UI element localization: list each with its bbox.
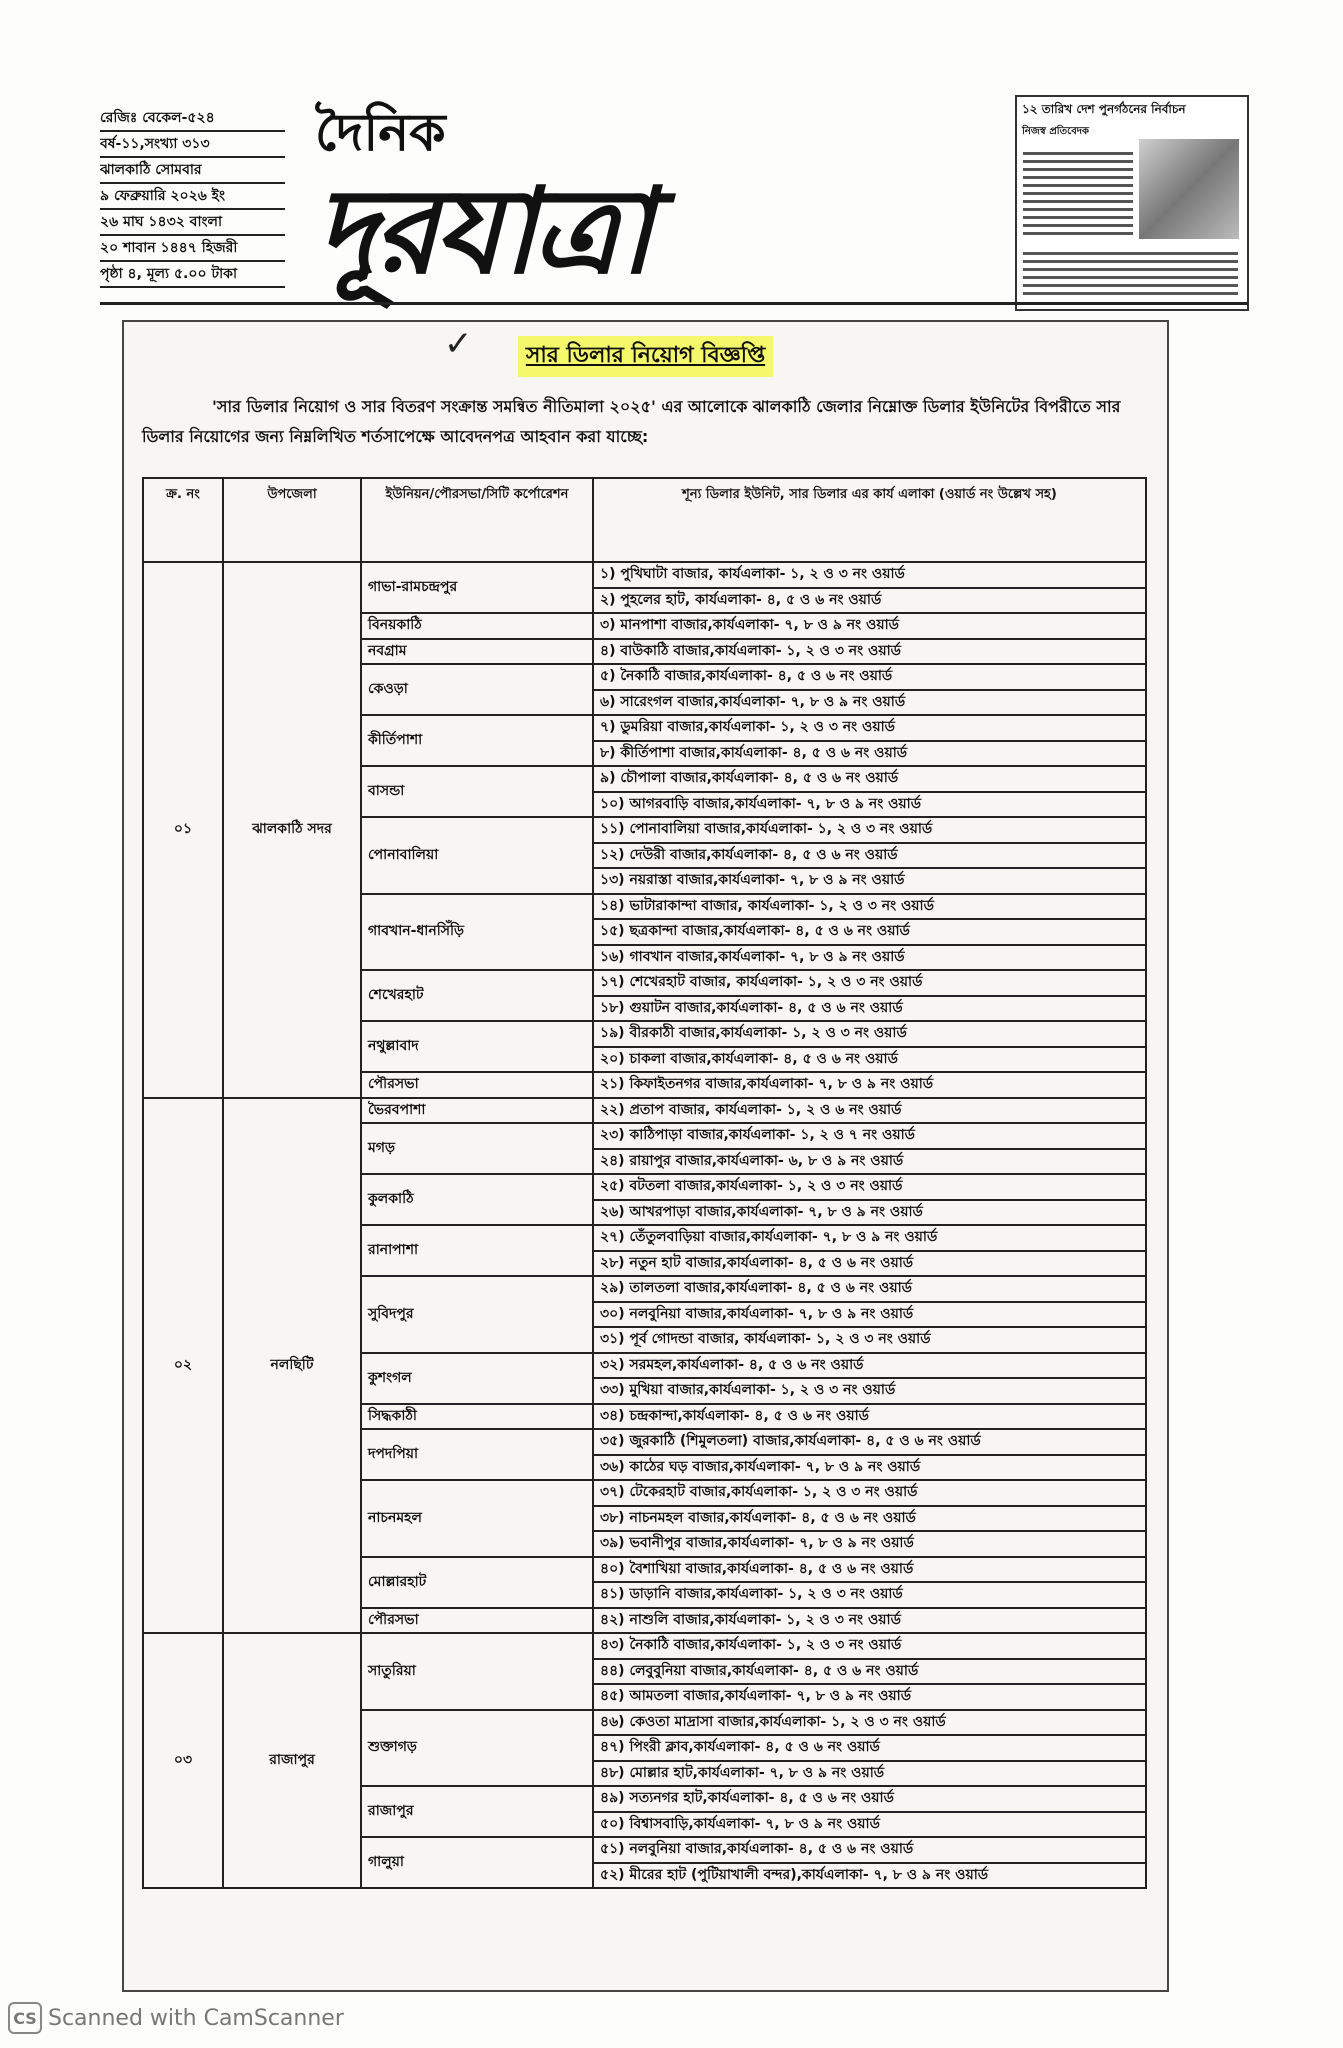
union-cell: রানাপাশা: [361, 1225, 593, 1276]
union-cell: দপদপিয়া: [361, 1429, 593, 1480]
side-news-body-lower: [1023, 247, 1238, 300]
dealer-unit-cell: ২৫) বটতলা বাজার,কার্যএলাকা- ১, ২ ও ৩ নং ওয়ার্ড: [593, 1174, 1146, 1200]
dealer-unit-cell: ৪৬) কেওতা মাদ্রাসা বাজার,কার্যএলাকা- ১, ২ ও ৩ নং ওয়ার্ড: [593, 1710, 1146, 1736]
union-cell: শুক্তাগড়: [361, 1710, 593, 1787]
dealer-unit-cell: ২২) প্রতাপ বাজার, কার্যএলাকা- ১, ২ ও ৬ নং ওয়ার্ড: [593, 1098, 1146, 1124]
dealer-unit-cell: ৫০) বিশ্বাসবাড়ি,কার্যএলাকা- ৭, ৮ ও ৯ নং ওয়ার্ড: [593, 1812, 1146, 1838]
dealer-unit-cell: ৯) চৌপালা বাজার,কার্যএলাকা- ৪, ৫ ও ৬ নং ওয়ার্ড: [593, 766, 1146, 792]
watermark-text: Scanned with CamScanner: [48, 2005, 344, 2031]
dealer-unit-cell: ১৫) ছত্রকান্দা বাজার,কার্যএলাকা- ৪, ৫ ও ৬ নং ওয়ার্ড: [593, 919, 1146, 945]
dealer-unit-cell: ১৭) শেখেরহাট বাজার, কার্যএলাকা- ১, ২ ও ৩ নং ওয়ার্ড: [593, 970, 1146, 996]
union-cell: সাতুরিয়া: [361, 1633, 593, 1710]
dealer-unit-cell: ২০) চাকলা বাজার,কার্যএলাকা- ৪, ৫ ও ৬ নং ওয়ার্ড: [593, 1047, 1146, 1073]
masthead-line: পৃষ্ঠা ৪, মূল্য ৫.০০ টাকা: [100, 262, 285, 288]
notice-box: [122, 320, 1169, 1992]
union-cell: ভৈরবপাশা: [361, 1098, 593, 1124]
dealer-unit-cell: ১১) পোনাবালিয়া বাজার,কার্যএলাকা- ১, ২ ও ৩ নং ওয়ার্ড: [593, 817, 1146, 843]
side-news-body: [1023, 147, 1133, 240]
dealer-unit-cell: ৪৫) আমতলা বাজার,কার্যএলাকা- ৭, ৮ ও ৯ নং ওয়ার্ড: [593, 1684, 1146, 1710]
union-cell: রাজাপুর: [361, 1786, 593, 1837]
table-row: [143, 562, 1146, 588]
table-row: [143, 1633, 1146, 1659]
masthead-line: রেজিঃ বেকেল-৫২৪: [100, 106, 285, 132]
dealer-unit-cell: ৪) বাউকাঠি বাজার,কার্যএলাকা- ১, ২ ও ৩ নং ওয়ার্ড: [593, 639, 1146, 665]
dealer-unit-cell: ৩১) পূর্ব গোদন্ডা বাজার, কার্যএলাকা- ১, ২ ও ৩ নং ওয়ার্ড: [593, 1327, 1146, 1353]
dealer-unit-cell: ১৬) গাবখান বাজার,কার্যএলাকা- ৭, ৮ ও ৯ নং ওয়ার্ড: [593, 945, 1146, 971]
serial-cell: ০২: [143, 1098, 223, 1634]
masthead-info: [100, 106, 285, 288]
dealer-unit-cell: ১৩) নয়রাস্তা বাজার,কার্যএলাকা- ৭, ৮ ও ৯ নং ওয়ার্ড: [593, 868, 1146, 894]
union-cell: কুলকাঠি: [361, 1174, 593, 1225]
dealer-unit-cell: ৪৭) পিংরী ক্লাব,কার্যএলাকা- ৪, ৫ ও ৬ নং ওয়ার্ড: [593, 1735, 1146, 1761]
dealer-unit-cell: ১৮) গুয়াটন বাজার,কার্যএলাকা- ৪, ৫ ও ৬ নং ওয়ার্ড: [593, 996, 1146, 1022]
union-cell: পোনাবালিয়া: [361, 817, 593, 894]
dealer-unit-cell: ৪২) নাশুলি বাজার,কার্যএলাকা- ১, ২ ও ৩ নং ওয়ার্ড: [593, 1608, 1146, 1634]
union-cell: গাবখান-ধানসিঁড়ি: [361, 894, 593, 971]
side-news-photo: [1139, 139, 1239, 239]
union-cell: গালুয়া: [361, 1837, 593, 1888]
dealer-unit-cell: ২৩) কাঠিপাড়া বাজার,কার্যএলাকা- ১, ২ ও ৭ নং ওয়ার্ড: [593, 1123, 1146, 1149]
dealer-unit-cell: ৪৮) মোল্লার হাট,কার্যএলাকা- ৭, ৮ ও ৯ নং ওয়ার্ড: [593, 1761, 1146, 1787]
union-cell: মোল্লারহাট: [361, 1557, 593, 1608]
dealer-unit-cell: ৩৯) ভবানীপুর বাজার,কার্যএলাকা- ৭, ৮ ও ৯ নং ওয়ার্ড: [593, 1531, 1146, 1557]
union-cell: মগড়: [361, 1123, 593, 1174]
dealer-unit-cell: ২৪) রায়াপুর বাজার,কার্যএলাকা- ৬, ৮ ও ৯ নং ওয়ার্ড: [593, 1149, 1146, 1175]
dealer-unit-cell: ৩৮) নাচনমহল বাজার,কার্যএলাকা- ৪, ৫ ও ৬ নং ওয়ার্ড: [593, 1506, 1146, 1532]
serial-cell: ০১: [143, 562, 223, 1098]
upazila-cell: ঝালকাঠি সদর: [223, 562, 361, 1098]
dealer-table: [142, 477, 1147, 1889]
union-cell: পৌরসভা: [361, 1608, 593, 1634]
upazila-cell: রাজাপুর: [223, 1633, 361, 1888]
camscanner-logo-icon: CS: [8, 2002, 42, 2034]
dealer-unit-cell: ২৯) তালতলা বাজার,কার্যএলাকা- ৪, ৫ ও ৬ নং ওয়ার্ড: [593, 1276, 1146, 1302]
masthead-line: ২৬ মাঘ ১৪৩২ বাংলা: [100, 210, 285, 236]
dealer-unit-cell: ৫২) মীরের হাট (পুটিয়াখালী বন্দর),কার্যএলাকা- ৭, ৮ ও ৯ নং ওয়ার্ড: [593, 1863, 1146, 1889]
logo-big-text: দূরযাত্রা: [315, 162, 650, 300]
upazila-cell: নলছিটি: [223, 1098, 361, 1634]
dealer-unit-cell: ৪৯) সত্যনগর হাট,কার্যএলাকা- ৪, ৫ ও ৬ নং ওয়ার্ড: [593, 1786, 1146, 1812]
union-cell: শেখেরহাট: [361, 970, 593, 1021]
dealer-unit-cell: ৪৩) নৈকাঠি বাজার,কার্যএলাকা- ১, ২ ও ৩ নং ওয়ার্ড: [593, 1633, 1146, 1659]
table-row: [143, 1098, 1146, 1124]
masthead-line: ২০ শাবান ১৪৪৭ হিজরী: [100, 236, 285, 262]
union-cell: বাসন্ডা: [361, 766, 593, 817]
union-cell: কেওড়া: [361, 664, 593, 715]
table-header-row: [143, 478, 1146, 562]
dealer-unit-cell: ৪০) বৈশাখিয়া বাজার,কার্যএলাকা- ৪, ৫ ও ৬ নং ওয়ার্ড: [593, 1557, 1146, 1583]
union-cell: নবগ্রাম: [361, 639, 593, 665]
camscanner-watermark: [8, 2002, 344, 2034]
dealer-unit-cell: ৭) ডুমরিয়া বাজার,কার্যএলাকা- ১, ২ ও ৩ নং ওয়ার্ড: [593, 715, 1146, 741]
dealer-unit-cell: ১২) দেউরী বাজার,কার্যএলাকা- ৪, ৫ ও ৬ নং ওয়ার্ড: [593, 843, 1146, 869]
header-serial: ক্র. নং: [143, 478, 223, 562]
union-cell: পৌরসভা: [361, 1072, 593, 1098]
check-mark-icon: ✓: [444, 324, 473, 364]
newspaper-logo: [295, 92, 995, 302]
union-cell: গাভা-রামচন্দ্রপুর: [361, 562, 593, 613]
dealer-unit-cell: ৬) সারেংগল বাজার,কার্যএলাকা- ৭, ৮ ও ৯ নং ওয়ার্ড: [593, 690, 1146, 716]
side-news-box: [1015, 95, 1249, 311]
dealer-unit-cell: ২) পুহলের হাট, কার্যএলাকা- ৪, ৫ ও ৬ নং ওয়ার্ড: [593, 588, 1146, 614]
union-cell: কীর্তিপাশা: [361, 715, 593, 766]
dealer-unit-cell: ৩০) নলবুনিয়া বাজার,কার্যএলাকা- ৭, ৮ ও ৯ নং ওয়ার্ড: [593, 1302, 1146, 1328]
serial-cell: ০৩: [143, 1633, 223, 1888]
dealer-unit-cell: ৪৪) লেবুবুনিয়া বাজার,কার্যএলাকা- ৪, ৫ ও ৬ নং ওয়ার্ড: [593, 1659, 1146, 1685]
masthead-line: ৯ ফেব্রুয়ারি ২০২৬ ইং: [100, 184, 285, 210]
dealer-unit-cell: ৩৪) চন্দ্রকান্দা,কার্যএলাকা- ৪, ৫ ও ৬ নং ওয়ার্ড: [593, 1404, 1146, 1430]
dealer-unit-cell: ৮) কীর্তিপাশা বাজার,কার্যএলাকা- ৪, ৫ ও ৬ নং ওয়ার্ড: [593, 741, 1146, 767]
notice-title: সার ডিলার নিয়োগ বিজ্ঞপ্তি: [518, 336, 773, 377]
side-news-headline: ১২ তারিখ দেশ পুনর্গঠনের নির্বাচন: [1022, 102, 1186, 116]
dealer-unit-cell: ৩৫) জুরকাঠি (শিমুলতলা) বাজার,কার্যএলাকা- ৪, ৫ ও ৬ নং ওয়ার্ড: [593, 1429, 1146, 1455]
logo-small-text: দৈনিক: [315, 103, 446, 163]
masthead-line: বর্ষ-১১,সংখ্যা ৩১৩: [100, 132, 285, 158]
header-dealer-unit: শূন্য ডিলার ইউনিট, সার ডিলার এর কার্য এলাকা (ওয়ার্ড নং উল্লেখ সহ): [593, 478, 1146, 562]
masthead-line: ঝালকাঠি সোমবার: [100, 158, 285, 184]
dealer-unit-cell: ২৬) আখরপাড়া বাজার,কার্যএলাকা- ৭, ৮ ও ৯ নং ওয়ার্ড: [593, 1200, 1146, 1226]
dealer-unit-cell: ১০) আগরবাড়ি বাজার,কার্যএলাকা- ৭, ৮ ও ৯ নং ওয়ার্ড: [593, 792, 1146, 818]
dealer-unit-cell: ৪১) ডাড়ানি বাজার,কার্যএলাকা- ১, ২ ও ৩ নং ওয়ার্ড: [593, 1582, 1146, 1608]
dealer-unit-cell: ২১) কিফাইতনগর বাজার,কার্যএলাকা- ৭, ৮ ও ৯ নং ওয়ার্ড: [593, 1072, 1146, 1098]
union-cell: সুবিদপুর: [361, 1276, 593, 1353]
dealer-unit-cell: ৫) নৈকাঠি বাজার,কার্যএলাকা- ৪, ৫ ও ৬ নং ওয়ার্ড: [593, 664, 1146, 690]
dealer-unit-cell: ৩) মানপাশা বাজার,কার্যএলাকা- ৭, ৮ ও ৯ নং ওয়ার্ড: [593, 613, 1146, 639]
union-cell: সিদ্ধকাঠী: [361, 1404, 593, 1430]
dealer-unit-cell: ৩৬) কাঠের ঘড় বাজার,কার্যএলাকা- ৭, ৮ ও ৯ নং ওয়ার্ড: [593, 1455, 1146, 1481]
dealer-unit-cell: ৩২) সরমহল,কার্যএলাকা- ৪, ৫ ও ৬ নং ওয়ার্ড: [593, 1353, 1146, 1379]
side-news-byline: নিজস্ব প্রতিবেদক: [1022, 126, 1090, 137]
dealer-unit-cell: ১) পুখিঘাটা বাজার, কার্যএলাকা- ১, ২ ও ৩ নং ওয়ার্ড: [593, 562, 1146, 588]
dealer-unit-cell: ২৮) নতুন হাট বাজার,কার্যএলাকা- ৪, ৫ ও ৬ নং ওয়ার্ড: [593, 1251, 1146, 1277]
dealer-unit-cell: ২৭) তেঁতুলবাড়িয়া বাজার,কার্যএলাকা- ৭, ৮ ও ৯ নং ওয়ার্ড: [593, 1225, 1146, 1251]
header-union: ইউনিয়ন/পৌরসভা/সিটি কর্পোরেশন: [361, 478, 593, 562]
dealer-unit-cell: ৫১) নলবুনিয়া বাজার,কার্যএলাকা- ৪, ৫ ও ৬ নং ওয়ার্ড: [593, 1837, 1146, 1863]
union-cell: নথুল্লাবাদ: [361, 1021, 593, 1072]
dealer-unit-cell: ১৪) ভাটারাকান্দা বাজার, কার্যএলাকা- ১, ২ ও ৩ নং ওয়ার্ড: [593, 894, 1146, 920]
dealer-unit-cell: ১৯) বীরকাঠী বাজার,কার্যএলাকা- ১, ২ ও ৩ নং ওয়ার্ড: [593, 1021, 1146, 1047]
dealer-unit-cell: ৩৭) টেকেরহাট বাজার,কার্যএলাকা- ১, ২ ও ৩ নং ওয়ার্ড: [593, 1480, 1146, 1506]
masthead-rule: [100, 302, 1248, 305]
notice-paragraph: 'সার ডিলার নিয়োগ ও সার বিতরণ সংক্রান্ত সমন্বিত নীতিমালা ২০২৫' এর আলোকে ঝালকাঠি জেলার নিম্নোক্ত ডিলার ইউনিটের বিপরীতে সার ডিলার নিয়োগের জন্য নিম্নলিখিত শর্তসাপেক্ষে আবেদনপত্র আহবান করা যাচ্ছে:: [142, 397, 1121, 446]
union-cell: বিনয়কাঠি: [361, 613, 593, 639]
dealer-unit-cell: ৩৩) মুখিয়া বাজার,কার্যএলাকা- ১, ২ ও ৩ নং ওয়ার্ড: [593, 1378, 1146, 1404]
union-cell: কুশংগল: [361, 1353, 593, 1404]
header-upazila: উপজেলা: [223, 478, 361, 562]
union-cell: নাচনমহল: [361, 1480, 593, 1557]
